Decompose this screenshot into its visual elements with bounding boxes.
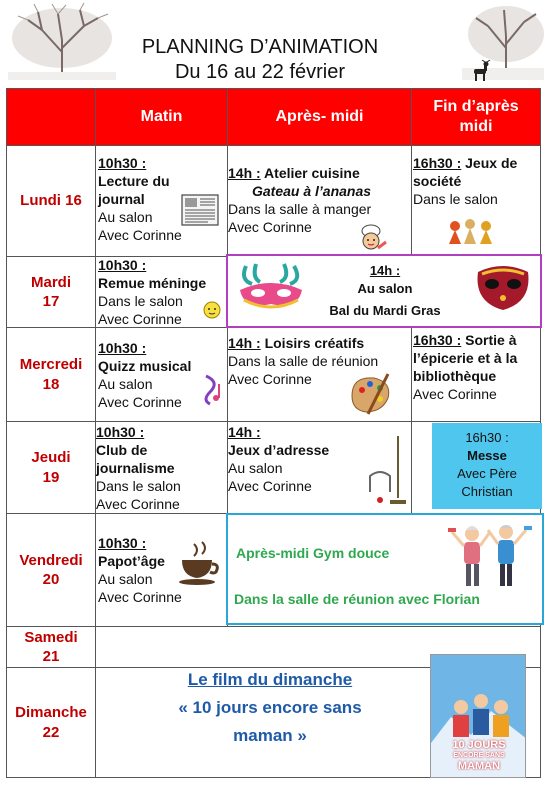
day-mercredi-date: 18 [42, 375, 60, 393]
header-corner [6, 88, 96, 146]
croquet-icon [366, 432, 412, 510]
day-mercredi-name: Mercredi [19, 356, 83, 373]
activity-title: bibliothèque [413, 368, 497, 384]
activity-time: 10h30 : [98, 155, 147, 171]
day-jeudi-date: 19 [42, 468, 60, 486]
activity-title: journal [98, 191, 145, 207]
poster-title-line2: ENCORE SANS [453, 752, 505, 759]
activity-animator: Avec Corinne [96, 496, 180, 512]
day-dimanche [6, 667, 96, 778]
activity-animator: Christian [461, 484, 513, 499]
day-samedi-name: Samedi [24, 628, 78, 646]
activity-time: 14h : [369, 263, 401, 278]
column-header-fin-line1: Fin d’après [433, 98, 519, 115]
activity-location: Au salon [98, 571, 153, 587]
activity-location: Dans le salon [413, 191, 498, 207]
carnival-mask-icon [472, 262, 534, 318]
activity-title: Loisirs créatifs [260, 335, 365, 351]
deer-icon [468, 60, 494, 82]
activity-title: Messe [467, 448, 507, 463]
activity-location: Dans le salon [98, 293, 183, 309]
coffee-cup-icon [176, 540, 224, 586]
day-jeudi [6, 421, 96, 514]
paint-palette-icon [348, 372, 394, 416]
activity-title: Remue méninge [98, 275, 207, 291]
activity-title: société [413, 173, 462, 189]
activity-time: 10h30 : [98, 257, 147, 273]
jeudi-matin-activity [96, 423, 226, 513]
column-header-fin-line2: midi [459, 118, 493, 135]
activity-animator: Avec Corinne [98, 227, 182, 243]
day-vendredi-date: 20 [42, 571, 60, 588]
poster-title-line3: MAMAN [457, 760, 501, 772]
activity-animator: Avec Corinne [228, 219, 312, 235]
activity-title: Lecture du [98, 173, 170, 189]
day-jeudi-name: Jeudi [31, 449, 71, 466]
film-name-line2: maman » [233, 726, 307, 745]
activity-title: Jeux d’adresse [228, 442, 330, 458]
day-vendredi-name: Vendredi [19, 551, 83, 569]
carnival-mask-icon [234, 260, 308, 318]
newspaper-icon [180, 192, 220, 228]
music-note-icon [196, 372, 226, 406]
day-dimanche-name: Dimanche [15, 704, 87, 721]
activity-time: 16h30 : [413, 332, 462, 348]
film-name-line1: « 10 jours encore sans [178, 698, 362, 717]
day-mardi [6, 256, 96, 328]
activity-animator: Avec Corinne [98, 589, 182, 605]
day-mardi-name: Mardi [30, 273, 71, 291]
activity-title: Jeux de [461, 155, 518, 171]
day-vendredi [6, 513, 96, 627]
activity-time: 16h30 : [465, 430, 509, 445]
column-header-apres-midi: Après- midi [227, 88, 412, 146]
mardi-apres-midi-activity [300, 262, 470, 320]
activity-time: 10h30 : [96, 424, 145, 440]
film-title [120, 666, 420, 750]
day-dimanche-date: 22 [42, 723, 60, 741]
activity-animator: Avec Corinne [98, 394, 182, 410]
activity-animator: Avec Corinne [228, 478, 312, 494]
day-mercredi [6, 327, 96, 422]
activity-time: 14h : [228, 424, 261, 440]
chef-icon [356, 224, 388, 256]
column-header-fin-apres-midi [411, 88, 541, 146]
activity-title: Atelier cuisine [260, 165, 360, 181]
gym-seniors-icon [444, 520, 538, 590]
gym-location: Dans la salle de réunion avec Florian [234, 591, 480, 607]
day-lundi: Lundi 16 [6, 145, 96, 257]
activity-animator: Avec Corinne [413, 386, 497, 402]
activity-time: 10h30 : [98, 535, 147, 551]
day-mardi-date: 17 [42, 293, 60, 310]
page-subtitle: Du 16 au 22 février [174, 61, 346, 83]
activity-location: Dans la salle à manger [228, 201, 372, 217]
activity-time: 14h : [228, 335, 261, 351]
activity-location: Dans la salle de réunion [228, 353, 379, 369]
activity-title: Sortie à [461, 332, 517, 348]
page-title: PLANNING D’ANIMATION [141, 36, 379, 58]
poster-title-line1: 10 JOURS [452, 739, 506, 751]
lundi-fin-activity [413, 154, 543, 208]
board-game-pawns-icon [446, 214, 496, 246]
activity-time: 14h : [228, 165, 261, 181]
activity-subtitle: Gateau à l’ananas [252, 183, 372, 199]
movie-poster-icon [430, 654, 526, 778]
activity-title: Quizz musical [98, 358, 192, 374]
mercredi-fin-activity [413, 331, 547, 403]
day-samedi [6, 626, 96, 668]
activity-title: l’épicerie et à la [413, 350, 518, 366]
poster-title [431, 739, 526, 772]
activity-title: Club de [96, 442, 148, 458]
gym-title: Après-midi Gym douce [236, 545, 390, 561]
messe-box [432, 423, 542, 509]
activity-location: Au salon [357, 281, 413, 296]
activity-title: journalisme [96, 460, 175, 476]
activity-time: 10h30 : [98, 340, 147, 356]
activity-animator: Avec Corinne [228, 371, 312, 387]
activity-time: 16h30 : [413, 155, 462, 171]
activity-location: Au salon [98, 209, 153, 225]
activity-location: Au salon [98, 376, 153, 392]
column-header-matin: Matin [95, 88, 228, 146]
activity-animator: Avec Corinne [98, 311, 182, 327]
activity-title: Bal du Mardi Gras [329, 303, 441, 318]
film-heading: Le film du dimanche [187, 670, 353, 689]
activity-location: Au salon [228, 460, 283, 476]
activity-location: Dans le salon [96, 478, 181, 494]
activity-title: Papot’âge [98, 553, 165, 569]
activity-animator: Avec Père [457, 466, 517, 481]
lightbulb-icon [200, 298, 224, 324]
day-samedi-date: 21 [42, 648, 60, 665]
